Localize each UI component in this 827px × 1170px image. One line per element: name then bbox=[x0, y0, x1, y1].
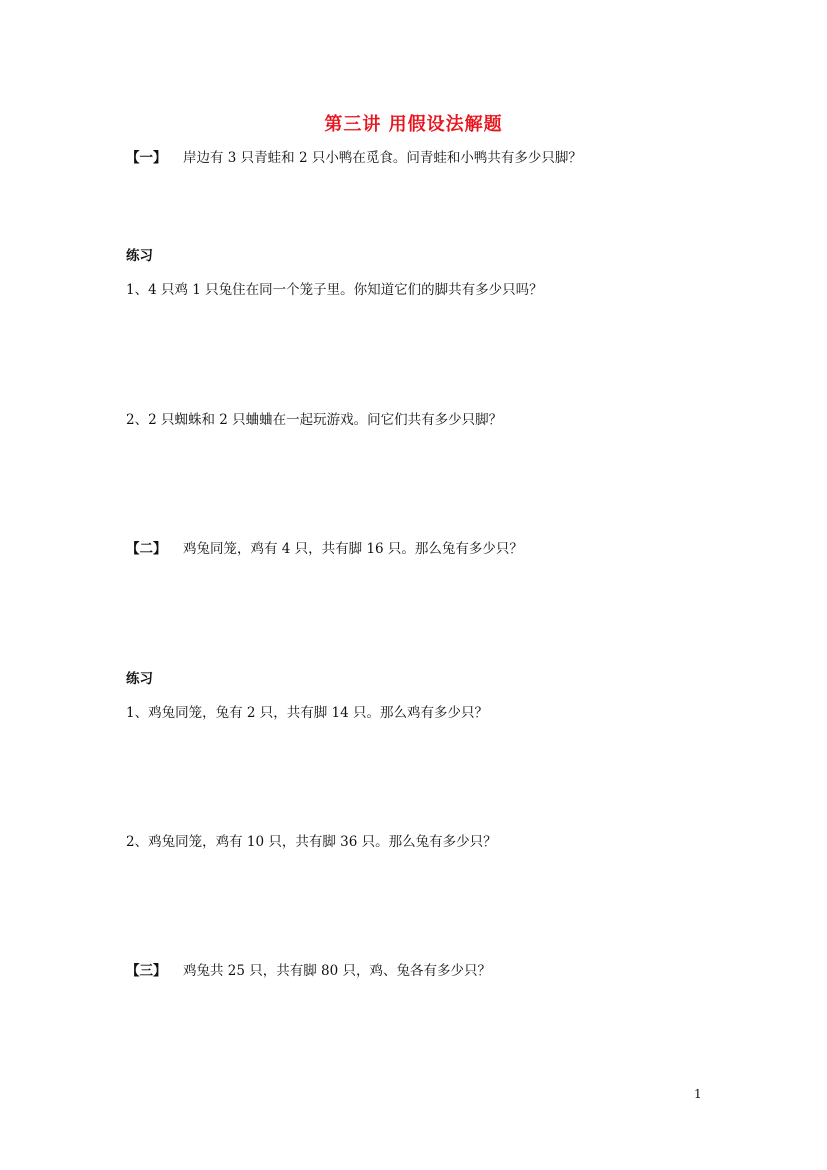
page-title: 第三讲 用假设法解题 bbox=[324, 114, 503, 135]
example-2-tag: 【二】 bbox=[126, 541, 167, 557]
example-2 bbox=[126, 539, 523, 559]
example-3 bbox=[126, 961, 491, 981]
example-1-text: 岸边有 3 只青蛙和 2 只小鸭在觅食。问青蛙和小鸭共有多少只脚？ bbox=[183, 150, 582, 166]
practice-1-item-2: 2、2 只蜘蛛和 2 只蛐蛐在一起玩游戏。问它们共有多少只脚？ bbox=[126, 412, 503, 428]
example-1 bbox=[126, 148, 582, 168]
practice-2-item-2: 2、鸡兔同笼，鸡有 10 只，共有脚 36 只。那么兔有多少只？ bbox=[126, 834, 497, 850]
practice-2-item-1: 1、鸡兔同笼，兔有 2 只，共有脚 14 只。那么鸡有多少只？ bbox=[126, 705, 489, 721]
page-number: 1 bbox=[694, 1087, 702, 1101]
example-2-text: 鸡兔同笼，鸡有 4 只，共有脚 16 只。那么兔有多少只？ bbox=[183, 541, 523, 557]
practice-heading-1: 练习 bbox=[126, 248, 153, 264]
example-3-text: 鸡兔共 25 只，共有脚 80 只，鸡、兔各有多少只？ bbox=[183, 963, 492, 979]
practice-1-item-1: 1、4 只鸡 1 只兔住在同一个笼子里。你知道它们的脚共有多少只吗？ bbox=[126, 282, 543, 298]
example-3-tag: 【三】 bbox=[126, 963, 167, 979]
example-1-tag: 【一】 bbox=[126, 150, 167, 166]
practice-heading-2: 练习 bbox=[126, 671, 153, 687]
